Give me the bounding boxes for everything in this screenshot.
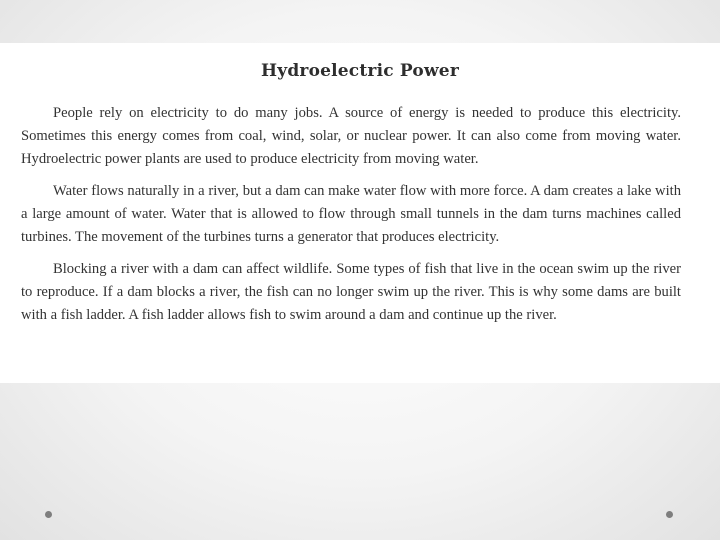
document-title: Hydroelectric Power <box>261 61 459 81</box>
slide-dot-left <box>45 511 52 518</box>
slide-dot-right <box>666 511 673 518</box>
paragraph-dam: Water flows naturally in a river, but a dam can make water flow with more force. A dam creates a lake with a large amount of water. Water that is allowed to flow through small tunnels in the dam turns machines called turbines. The movement of the turbines turns a generator that produces electricity. <box>21 183 681 245</box>
paragraph-electricity: People rely on electricity to do many jobs. A source of energy is needed to produce this electricity. Sometimes this energy comes from coal, wind, solar, or nuclear power. It can also come from moving water. Hydroelectric power plants are used to produce electricity from moving water. <box>21 105 681 167</box>
document-body <box>21 102 681 336</box>
document-panel <box>0 43 720 383</box>
paragraph-wildlife: Blocking a river with a dam can affect wildlife. Some types of fish that live in the ocean swim up the river to reproduce. If a dam blocks a river, the fish can no longer swim up the river. This is why some dams are built with a fish ladder. A fish ladder allows fish to swim around a dam and continue up the river. <box>21 261 681 323</box>
